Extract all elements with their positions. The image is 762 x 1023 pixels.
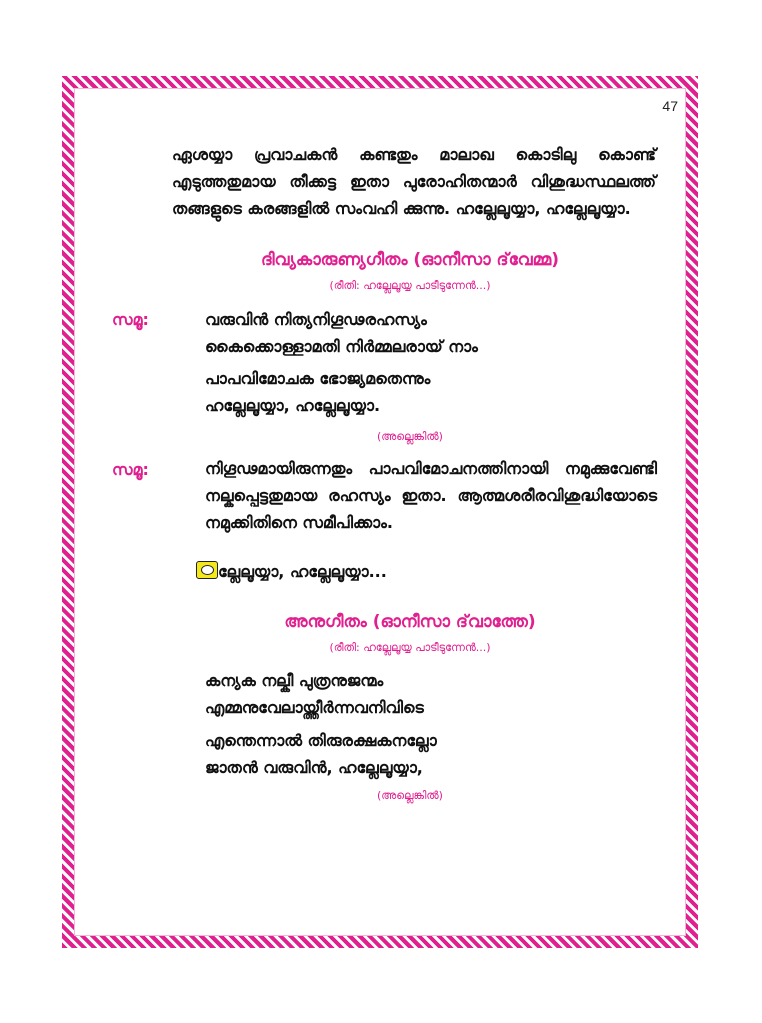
verse-line: ഹല്ലേലൂയ്യാ, ഹല്ലേലൂയ്യാ. [205,396,381,415]
speaker-label: സമൂ: [112,310,149,329]
verse-line: പാപവിമോചക ഭോജ്യമതെന്നും [205,369,431,388]
page-number: 47 [662,98,678,114]
section2-tune: (രീതി: ഹല്ലേലൂയ്യ പാടീടുന്നേൻ...) [329,641,491,654]
section1-heading: ദിവ്യകാരുണ്യഗീതം (ഓനീസാ ദ്‌വേമ്മ) [261,250,559,270]
speaker-label: സമൂ: [112,460,149,479]
verse-line: എമ്മനുവേലായ്ത്തീർന്നവനിവിടെ [205,698,424,717]
prayer-paragraph: നിഗൂഢമായിരുന്നതും പാപവിമോചനത്തിനായി നമുക്കുവേണ്ടി നല്കപ്പെട്ടതുമായ രഹസ്യം ഇതാ. ആത്മശരീരവിശുദ്ധിയോടെ നമുക്കിതിനെ സമീപിക്കാം. [205,459,657,532]
speech-note-icon[interactable] [196,561,218,579]
alternative-label: (അല്ലെങ്കിൽ) [377,789,443,802]
verse-line: കൈക്കൊള്ളാമതി നിർമ്മലരായ് നാം [205,337,478,356]
intro-paragraph: ഏശയ്യാ പ്രവാചകൻ കണ്ടതും മാലാഖ കൊടിലു കൊണ്ട് എടുത്തതുമായ തീക്കട്ട ഇതാ പുരോഹിതന്മാർ വിശുദ്ധസ്ഥലത്ത് തങ്ങളുടെ കരങ്ങളിൽ സംവഹി ക്കുന്നു. ഹല്ലേലൂയ്യാ, ഹല്ലേലൂയ്യാ. [172,145,656,218]
section2-heading: അനുഗീതം (ഓനീസാ ദ്‌വാത്തേ) [284,612,536,632]
verse-line: കന്യക നല്കീ പുത്രനുജന്മം [205,671,384,690]
alternative-label: (അല്ലെങ്കിൽ) [377,430,443,443]
verse-line: ജാതൻ വരുവിൻ, ഹല്ലേലൂയ്യാ, [205,758,423,777]
verse-line: എന്തെന്നാൽ തിരുരക്ഷകനല്ലോ [205,731,437,750]
section1-tune: (രീതി: ഹല്ലേലൂയ്യ പാടീടുന്നേൻ...) [329,279,491,292]
verse-line: വരുവിൻ നിത്യനിഗൂഢരഹസ്യം [205,310,427,329]
closing-line: ല്ലേലൂയ്യാ, ഹല്ലേലൂയ്യാ... [218,562,387,581]
